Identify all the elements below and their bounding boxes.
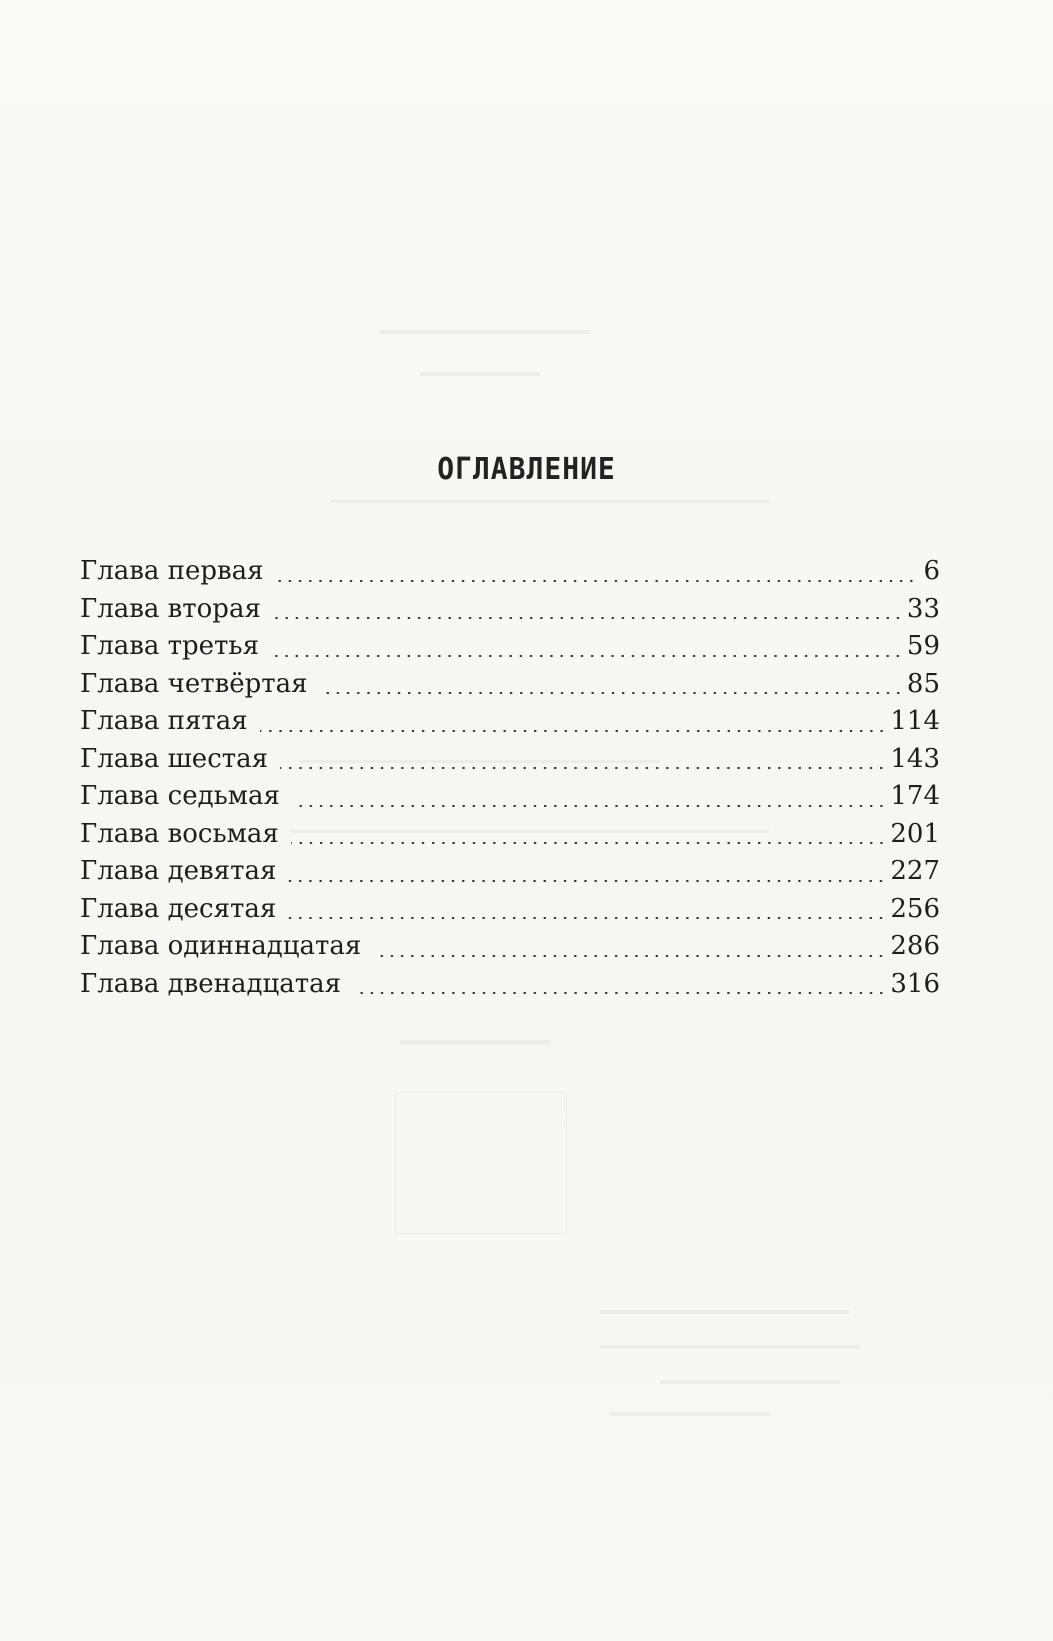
toc-entry-label: Глава одиннадцатая [80,931,362,961]
toc-dot-leader [260,730,887,732]
toc-entry [80,969,940,1007]
toc-entry-page-number: 201 [890,818,940,849]
toc-entry [80,894,940,932]
toc-entry [80,669,940,707]
toc-entry-label: Глава вторая [80,593,261,624]
toc-dot-leader [271,655,903,657]
toc-entry-label: Глава восьмая [80,818,279,849]
bleed-through-mark [330,500,770,503]
toc-dot-leader [273,617,903,619]
toc-entry [80,856,940,894]
toc-entry-label: Глава пятая [80,706,248,736]
toc-entry [80,781,940,819]
toc-dot-leader [288,880,886,882]
bleed-through-mark [660,1380,840,1384]
toc-entry-page-number: 59 [906,631,940,661]
toc-entry [80,556,940,594]
toc-entry-page-number: 316 [890,968,940,999]
toc-entry-label: Глава третья [80,631,259,661]
bleed-through-mark [420,372,540,376]
toc-entry-page-number: 143 [890,743,940,774]
toc-dot-leader [280,767,886,769]
toc-dot-leader [291,842,887,844]
toc-entry-page-number: 33 [906,593,940,624]
toc-entry-page-number: 227 [890,856,940,886]
toc-dot-leader [288,917,886,919]
toc-entry [80,631,940,669]
toc-entry-page-number: 286 [890,931,940,961]
toc-dot-leader [320,692,903,694]
bleed-through-mark [600,1310,850,1314]
toc-entry-page-number: 114 [890,706,940,736]
bleed-through-mark [400,1040,550,1045]
toc-dot-leader [373,955,886,957]
toc-entry-label: Глава девятая [80,856,277,886]
bleed-through-mark [380,330,590,334]
toc-entry-label: Глава первая [80,556,264,586]
toc-entry-label: Глава двенадцатая [80,968,342,999]
toc-entry [80,744,940,782]
toc-dot-leader [353,992,886,994]
toc-entry [80,931,940,969]
toc-entry-label: Глава четвёртая [80,668,308,699]
toc-entry [80,594,940,632]
toc-entry-label: Глава шестая [80,743,269,774]
toc-entry [80,706,940,744]
table-of-contents [80,556,940,1006]
toc-entry-page-number: 6 [923,556,940,586]
toc-dot-leader [292,805,886,807]
toc-entry-page-number: 256 [890,893,940,924]
toc-entry [80,819,940,857]
toc-entry-label: Глава седьмая [80,781,280,811]
bleed-through-mark [600,1345,860,1349]
toc-entry-page-number: 85 [906,668,940,699]
toc-entry-page-number: 174 [890,781,940,811]
toc-entry-label: Глава десятая [80,893,277,924]
bleed-through-barcode-box [395,1092,567,1234]
toc-dot-leader [276,580,916,582]
page-title: ОГЛАВЛЕНИЕ [437,450,616,487]
bleed-through-mark [610,1412,770,1416]
